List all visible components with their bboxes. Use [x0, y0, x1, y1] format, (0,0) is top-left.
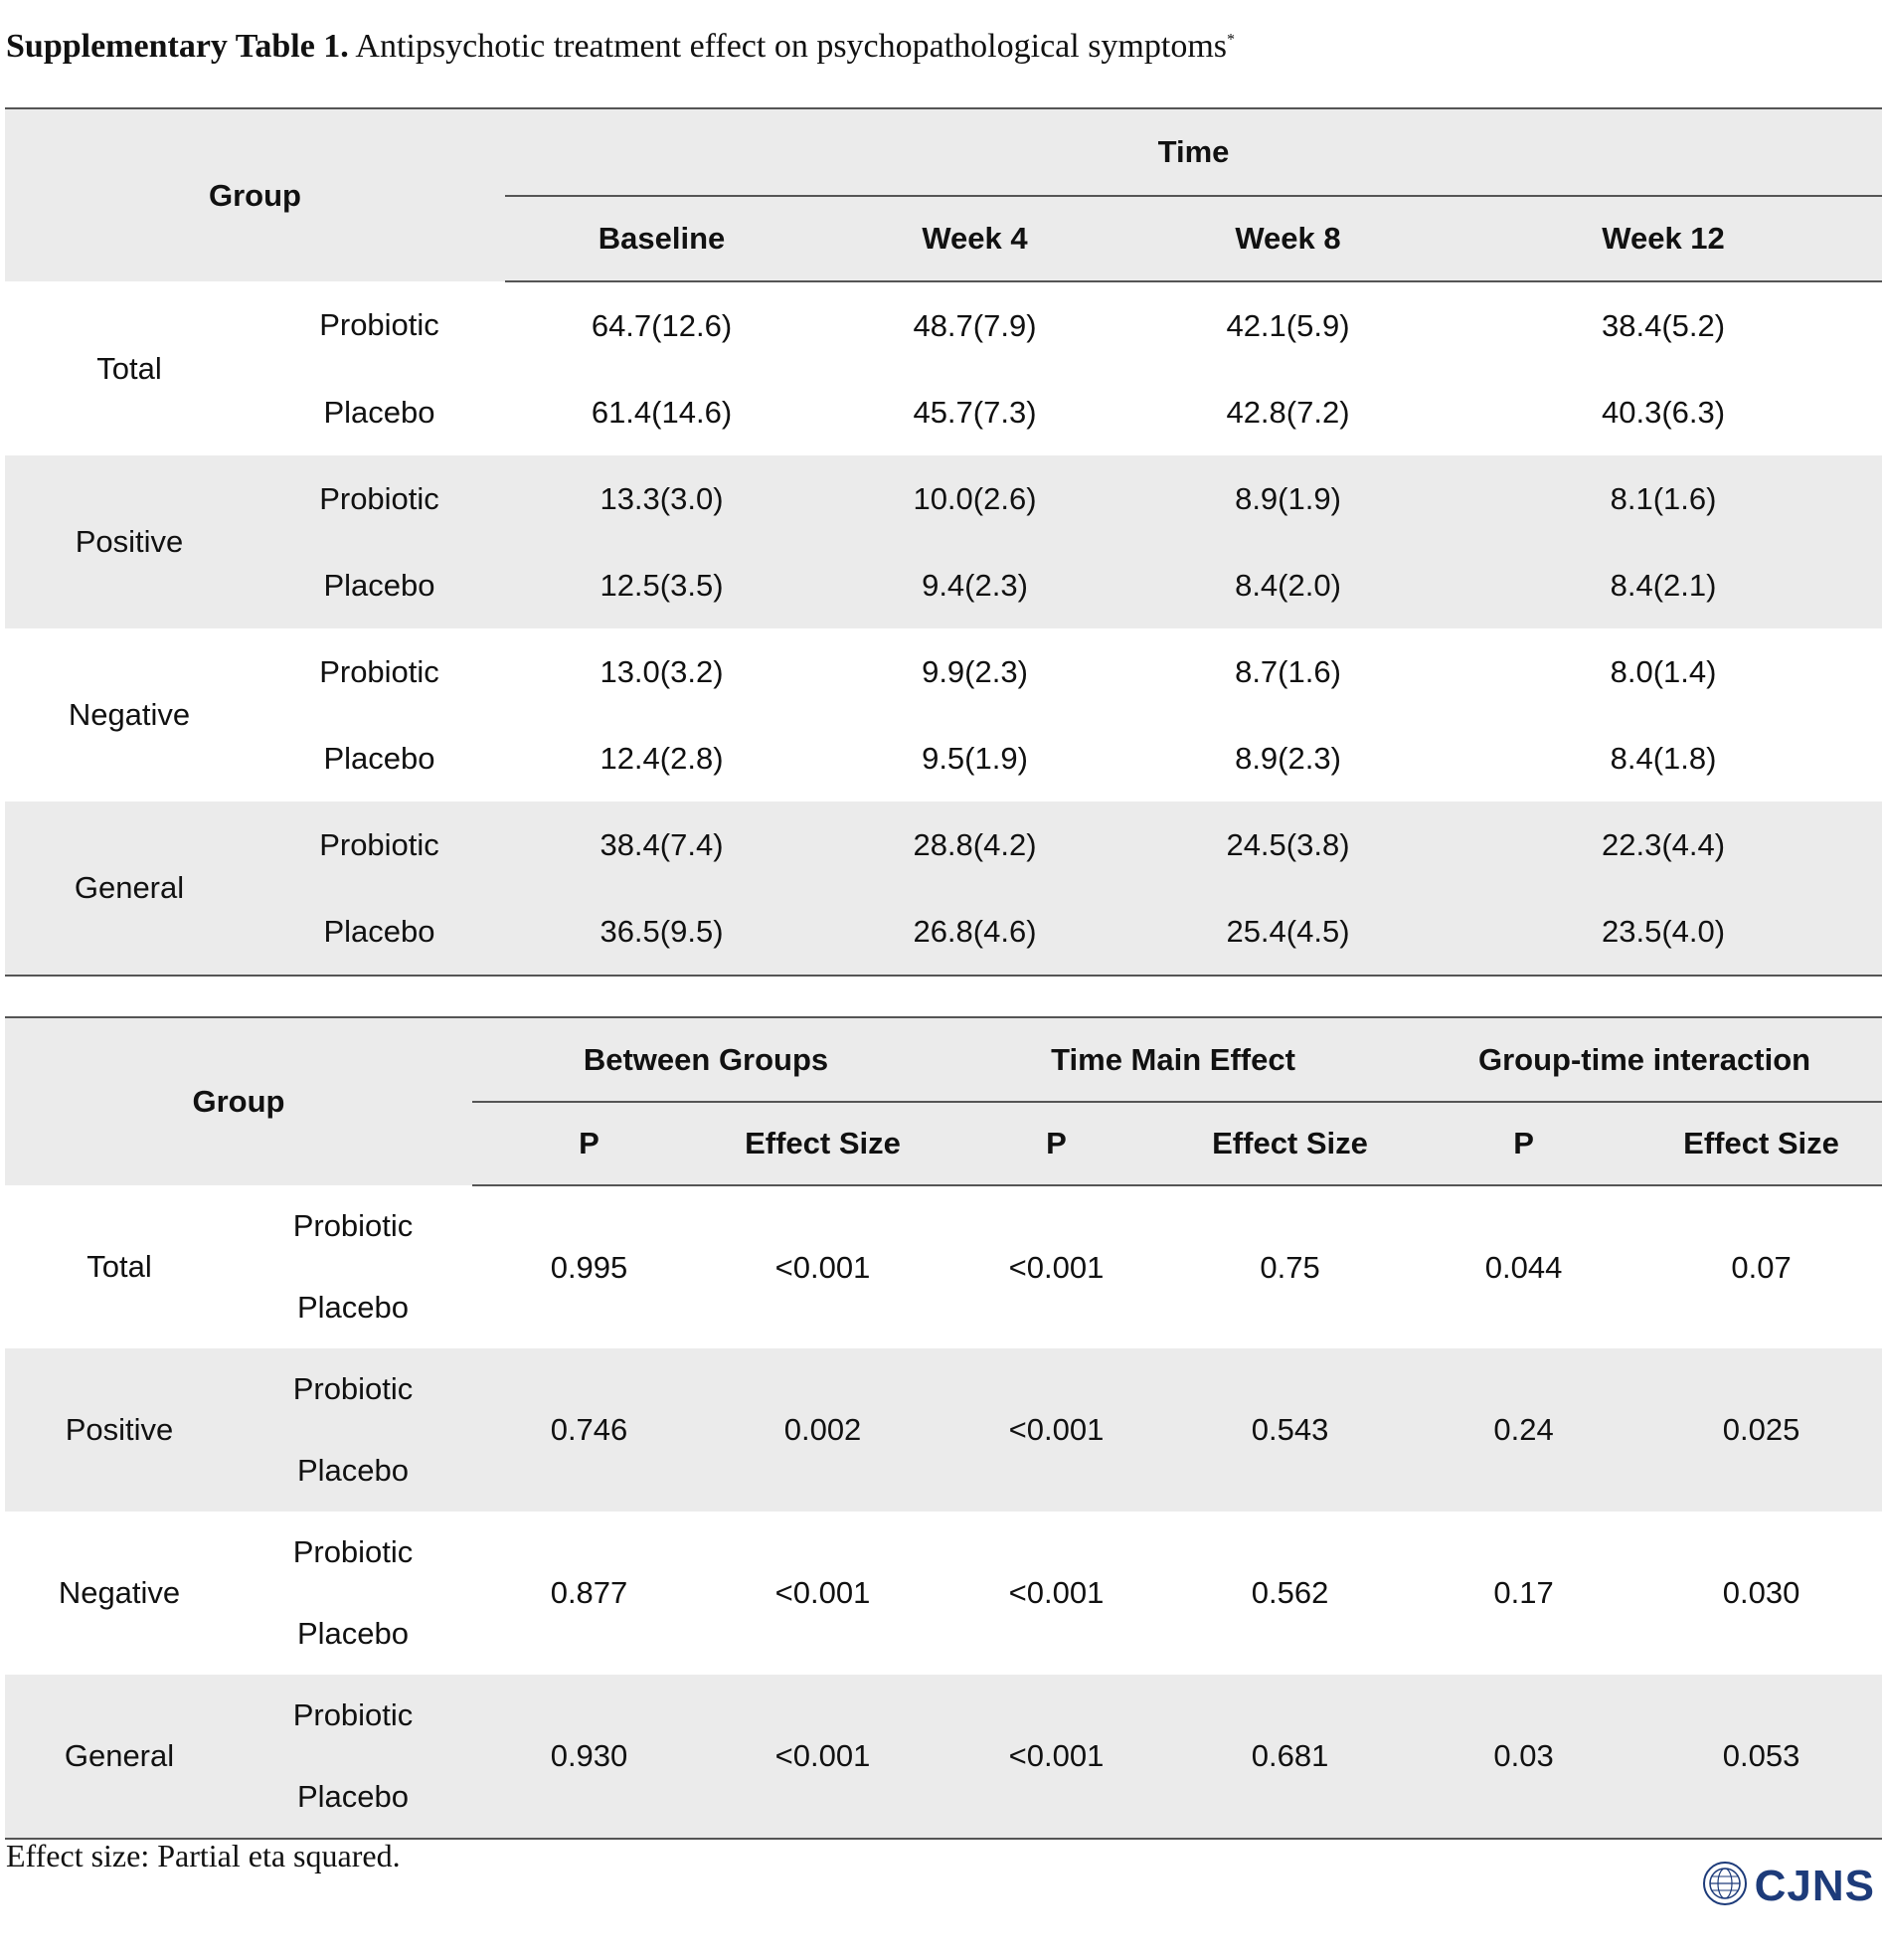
row-arm-label: Probiotic [254, 802, 505, 888]
table-cell: <0.001 [774, 1249, 871, 1285]
group-time-interaction-header: Group-time interaction [1407, 1017, 1882, 1102]
table-cell: 8.9(1.9) [1131, 455, 1445, 542]
table-cell: 38.4(5.2) [1601, 307, 1726, 343]
table-cell: 0.877 [550, 1575, 628, 1610]
table-cell: 0.75 [1260, 1249, 1320, 1285]
caption-footnote-marker: * [1227, 31, 1235, 49]
row-arm-label: Placebo [254, 888, 505, 976]
table-cell: 0.053 [1640, 1675, 1882, 1839]
table-cell: 40.3(6.3) [1601, 394, 1726, 430]
row-arm-label: Probiotic [234, 1348, 472, 1430]
table-cell: 0.030 [1722, 1575, 1800, 1610]
table-row [5, 1512, 1882, 1593]
row-group-label: Positive [5, 1348, 234, 1512]
time-header: Time [505, 108, 1882, 196]
row-arm-label: Placebo [234, 1756, 472, 1839]
table-cell: <0.001 [1008, 1249, 1105, 1285]
table-row [5, 1348, 1882, 1430]
row-arm-label: Placebo [323, 394, 435, 430]
table-cell: 8.4(2.0) [1131, 542, 1445, 628]
table-cell: 26.8(4.6) [818, 888, 1131, 976]
table-cell: 8.1(1.6) [1445, 455, 1882, 542]
time-main-effect-header: Time Main Effect [940, 1017, 1407, 1102]
table-cell: 28.8(4.2) [818, 802, 1131, 888]
table-row [5, 281, 1882, 369]
logo-text: CJNS [1754, 1861, 1875, 1910]
table-cell: 10.0(2.6) [818, 455, 1131, 542]
table-caption [6, 28, 1235, 66]
table-cell: 8.0(1.4) [1610, 653, 1717, 689]
table-cell: 61.4(14.6) [591, 394, 733, 430]
table-cell: 0.17 [1493, 1575, 1554, 1610]
table-row [5, 628, 1882, 715]
table-cell: 42.1(5.9) [1226, 307, 1350, 343]
row-arm-label: Probiotic [319, 653, 439, 689]
table-cell: 42.8(7.2) [1226, 394, 1350, 430]
row-arm-label: Placebo [254, 542, 505, 628]
p-header: P [472, 1102, 706, 1185]
table-cell: 12.5(3.5) [505, 542, 818, 628]
row-group-label: Total [96, 350, 162, 386]
table-row [5, 802, 1882, 888]
table-cell: 38.4(7.4) [505, 802, 818, 888]
row-arm-label: Probiotic [292, 1534, 414, 1569]
table-cell: 0.930 [472, 1675, 706, 1839]
statistics-table [5, 1016, 1882, 1840]
table-cell: 0.746 [472, 1348, 706, 1512]
table-cell: 9.5(1.9) [922, 740, 1028, 776]
table-cell: 13.3(3.0) [505, 455, 818, 542]
effect-size-header: Effect Size [706, 1102, 940, 1185]
table-cell: 8.7(1.6) [1235, 653, 1341, 689]
table-row [5, 715, 1882, 802]
table-cell: 48.7(7.9) [913, 307, 1037, 343]
table-cell: <0.001 [1008, 1575, 1105, 1610]
between-groups-header: Between Groups [472, 1017, 940, 1102]
column-header-baseline: Baseline [505, 196, 818, 281]
row-arm-label: Probiotic [254, 455, 505, 542]
row-group-label: Negative [58, 1575, 181, 1610]
row-arm-label: Probiotic [292, 1208, 414, 1243]
table-cell: 13.0(3.2) [599, 653, 724, 689]
table-cell: 45.7(7.3) [913, 394, 1037, 430]
column-header-week-12: Week 12 [1445, 196, 1882, 281]
row-group-label: General [5, 1675, 234, 1839]
table-row [5, 1185, 1882, 1267]
group-header: Group [5, 108, 505, 281]
globe-emblem-icon [1701, 1860, 1749, 1912]
caption-text: Antipsychotic treatment effect on psychopathological symptoms [348, 28, 1227, 65]
table-row [5, 455, 1882, 542]
table-row [5, 542, 1882, 628]
table-cell: 23.5(4.0) [1445, 888, 1882, 976]
row-group-label: Positive [5, 455, 254, 628]
table-cell: 8.4(1.8) [1610, 740, 1717, 776]
table-cell: 0.995 [550, 1249, 628, 1285]
column-header-week-4: Week 4 [818, 196, 1131, 281]
row-arm-label: Placebo [296, 1616, 410, 1651]
row-arm-label: Probiotic [319, 307, 439, 342]
p-header: P [940, 1102, 1173, 1185]
effect-size-header: Effect Size [1173, 1102, 1407, 1185]
row-arm-label: Placebo [296, 1290, 410, 1325]
table-cell: 0.24 [1407, 1348, 1640, 1512]
table-cell: <0.001 [940, 1348, 1173, 1512]
row-group-label: Total [86, 1249, 152, 1284]
table-cell: <0.001 [774, 1575, 871, 1610]
table-cell: 64.7(12.6) [591, 307, 733, 343]
table-cell: 8.4(2.1) [1445, 542, 1882, 628]
table-cell: 0.03 [1407, 1675, 1640, 1839]
row-group-label: General [5, 802, 254, 976]
p-header: P [1407, 1102, 1640, 1185]
table-cell: 36.5(9.5) [505, 888, 818, 976]
table-cell: 0.002 [706, 1348, 940, 1512]
effect-size-header: Effect Size [1640, 1102, 1882, 1185]
table-cell: 0.543 [1173, 1348, 1407, 1512]
table-cell: 9.4(2.3) [818, 542, 1131, 628]
table-cell: 9.9(2.3) [922, 653, 1028, 689]
table-cell: 0.562 [1251, 1575, 1329, 1610]
row-arm-label: Placebo [323, 740, 435, 776]
group-header: Group [5, 1017, 472, 1185]
table-cell: 0.044 [1484, 1249, 1563, 1285]
table-cell: 24.5(3.8) [1131, 802, 1445, 888]
row-arm-label: Placebo [234, 1430, 472, 1512]
table-row [5, 1675, 1882, 1756]
journal-logo [1701, 1860, 1875, 1912]
table-cell: 8.9(2.3) [1235, 740, 1341, 776]
table-row [5, 369, 1882, 455]
table-cell: 25.4(4.5) [1131, 888, 1445, 976]
table-cell: 0.681 [1173, 1675, 1407, 1839]
footnote: Effect size: Partial eta squared. [6, 1838, 401, 1873]
table-cell: 0.025 [1640, 1348, 1882, 1512]
table-row [5, 888, 1882, 976]
table-cell: 12.4(2.8) [599, 740, 724, 776]
table-cell: 0.07 [1731, 1249, 1792, 1285]
column-header-week-8: Week 8 [1131, 196, 1445, 281]
row-arm-label: Probiotic [234, 1675, 472, 1756]
table-cell: <0.001 [706, 1675, 940, 1839]
table-cell: 22.3(4.4) [1445, 802, 1882, 888]
row-group-label: Negative [68, 697, 191, 732]
caption-label: Supplementary Table 1. [6, 28, 349, 65]
means-table [5, 107, 1882, 977]
table-cell: <0.001 [940, 1675, 1173, 1839]
